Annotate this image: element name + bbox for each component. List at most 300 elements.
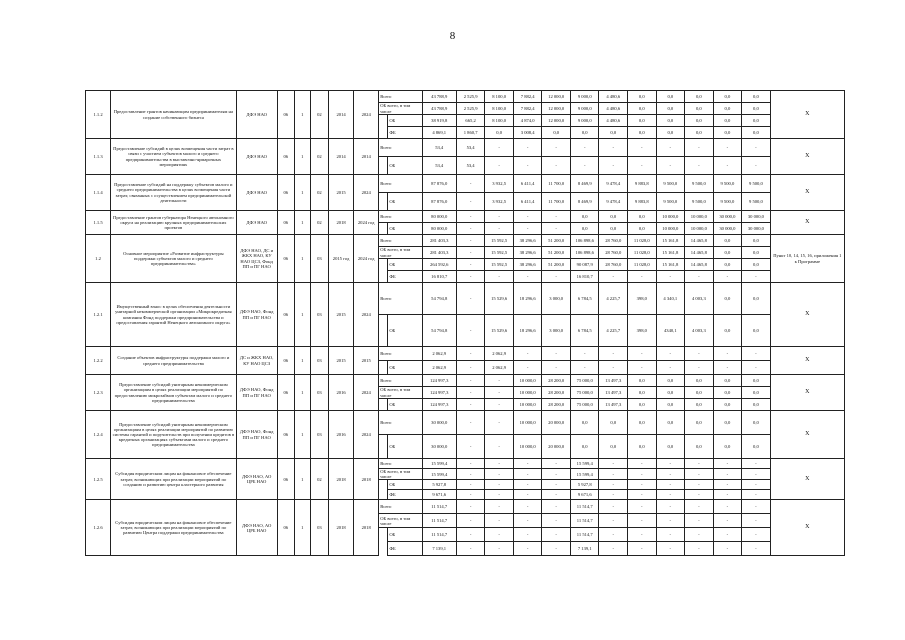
year-amount: - [542,361,571,375]
year-amount: 0,0 [599,127,628,139]
year-amount: 30 000,0 [742,223,771,235]
year-amount: 4 003,3 [685,283,714,315]
funding-source-label: ОБ [388,157,422,175]
year-amount: 0,0 [628,127,657,139]
year-amount: - [542,490,571,500]
year-amount: - [485,500,514,514]
total-amount: 87 876,0 [422,193,456,211]
period-start: 2018 [329,211,354,235]
year-amount: 0,0 [628,387,657,399]
funding-source-label: ОБ [388,528,422,542]
measure-name: Предоставление субсидий на поддержку субъектов малого и среднего предпринимательства в целях возмещения части затрат, связанных с осуществлением предпринимательской деятельности [111,175,237,211]
year-amount: 0,0 [685,399,714,411]
year-amount: - [656,271,685,283]
year-amount: - [513,480,542,490]
year-amount: 6 411,4 [513,175,542,193]
measure-number: 1.1.2 [86,91,111,139]
year-amount: - [485,469,514,480]
year-amount: 0,0 [628,411,657,435]
measure-executor: ДФЭ НАО [236,211,277,235]
year-amount: - [713,157,742,175]
year-amount: - [570,347,599,361]
year-amount: 53,4 [456,157,485,175]
year-amount: 14 465,8 [685,259,714,271]
year-amount: 8 469,9 [570,175,599,193]
year-amount: 28 760,0 [599,259,628,271]
year-amount: 0,0 [685,435,714,459]
year-amount: - [742,500,771,514]
period-end: 2024 [354,283,379,347]
year-amount: - [570,361,599,375]
year-amount: - [713,347,742,361]
year-amount: - [456,459,485,469]
year-amount: 0,0 [713,91,742,103]
year-amount: 4 480,6 [599,91,628,103]
year-amount: 38 296,6 [513,235,542,247]
code-program: 06 [277,375,294,411]
year-amount: - [513,271,542,283]
year-amount: 13 497,3 [599,375,628,387]
year-amount: 15 529,6 [485,283,514,315]
year-amount: 11 028,0 [628,235,657,247]
year-amount: 15 592,5 [485,259,514,271]
period-start: 2015 [329,347,354,375]
year-amount: - [713,528,742,542]
year-amount: 16 810,7 [570,271,599,283]
year-amount: 0,0 [685,91,714,103]
measure-name: Предоставление грантов губернатора Ненецкого автономного округа на реализацию крупных предпринимательских проектов [111,211,237,235]
year-amount: - [656,139,685,157]
year-amount: 0,0 [628,399,657,411]
year-amount: - [742,361,771,375]
code-program: 06 [277,411,294,459]
total-amount: 80 000,0 [422,223,456,235]
year-amount: - [685,480,714,490]
year-amount: - [456,411,485,435]
year-amount: 0,0 [570,223,599,235]
year-amount: 9 478,4 [599,193,628,211]
year-amount: - [685,528,714,542]
code-subprogram: 1 [294,500,310,556]
code-measure: 03 [310,347,328,375]
year-amount: - [542,469,571,480]
period-start: 2014 [329,139,354,175]
year-amount: 11 700,0 [542,193,571,211]
year-amount: 0,0 [656,387,685,399]
table-row [86,235,845,247]
year-amount: - [513,361,542,375]
measure-number: 1.1.4 [86,175,111,211]
period-end: 2024 [354,375,379,411]
year-amount: - [742,157,771,175]
label-indent [379,361,388,375]
label-indent [379,193,388,211]
year-amount: - [456,247,485,259]
year-amount: - [485,411,514,435]
year-amount: - [513,139,542,157]
year-amount: - [628,500,657,514]
code-subprogram: 1 [294,91,310,139]
year-amount: - [456,271,485,283]
year-amount: 0,0 [713,399,742,411]
measure-note: X [770,211,844,235]
label-indent [379,115,388,127]
year-amount: - [456,500,485,514]
year-amount: 106 898,6 [570,247,599,259]
year-amount: 13 497,3 [599,387,628,399]
year-amount: - [513,459,542,469]
funding-source-label: Всего [379,175,422,193]
year-amount: - [456,542,485,556]
year-amount: 0,0 [570,411,599,435]
code-subprogram: 1 [294,375,310,411]
funding-source-label: ОБ [388,115,422,127]
year-amount: 9 500,0 [742,175,771,193]
year-amount: - [542,157,571,175]
year-amount: 9 500,0 [656,193,685,211]
year-amount: - [599,469,628,480]
year-amount: - [599,361,628,375]
year-amount: 10 000,0 [513,411,542,435]
measure-number: 1.2.1 [86,283,111,347]
year-amount: - [599,528,628,542]
year-amount: 0,0 [685,411,714,435]
year-amount: - [513,469,542,480]
year-amount: - [485,271,514,283]
code-measure: 03 [310,375,328,411]
year-amount: - [513,157,542,175]
funding-source-label: ФБ [388,542,422,556]
total-amount: 16 810,7 [422,271,456,283]
year-amount: - [713,500,742,514]
year-amount: - [628,490,657,500]
measure-note: Пункт 10, 14, 15, 16, приложения 1 к Программе [770,235,844,283]
year-amount: 0,0 [742,387,771,399]
year-amount: 9 500,0 [742,193,771,211]
year-amount: 0,0 [599,411,628,435]
year-amount: 11 028,0 [628,247,657,259]
total-amount: 281 403,3 [422,247,456,259]
year-amount: 4 225,7 [599,283,628,315]
year-amount: - [628,542,657,556]
total-amount: 281 403,3 [422,235,456,247]
year-amount: 20 000,0 [542,435,571,459]
year-amount: - [485,223,514,235]
year-amount: - [685,361,714,375]
code-program: 06 [277,91,294,139]
year-amount: 398,0 [628,315,657,347]
year-amount: - [456,259,485,271]
year-amount: - [713,139,742,157]
year-amount: 28 200,0 [542,399,571,411]
year-amount: 8 100,0 [485,103,514,115]
year-amount: - [485,375,514,387]
code-program: 06 [277,139,294,175]
year-amount: 0,0 [628,91,657,103]
year-amount: 2 062,9 [485,361,514,375]
year-amount: - [656,490,685,500]
funding-source-label: Всего [379,235,422,247]
code-program: 06 [277,459,294,500]
year-amount: 4 480,6 [599,115,628,127]
year-amount: - [485,459,514,469]
year-amount: - [485,387,514,399]
measure-number: 1.1.5 [86,211,111,235]
year-amount: 51 200,0 [542,259,571,271]
total-amount: 43 788,9 [422,91,456,103]
period-start: 2014 [329,91,354,139]
code-measure: 03 [310,235,328,283]
period-end: 2018 [354,500,379,556]
year-amount: 9 500,0 [656,175,685,193]
total-amount: 87 876,0 [422,175,456,193]
year-amount: - [742,542,771,556]
year-amount: 9 500,0 [685,175,714,193]
code-subprogram: 1 [294,175,310,211]
year-amount: 18 296,6 [513,283,542,315]
year-amount: 14 465,8 [685,235,714,247]
year-amount: 11 514,7 [570,500,599,514]
funding-source-label: Всего [379,347,422,361]
funding-source-label: ОБ всего, в том числе [379,247,422,259]
page-number: 8 [449,30,456,42]
year-amount: 20 000,0 [542,411,571,435]
year-amount: 0,0 [599,211,628,223]
year-amount: 53,4 [456,139,485,157]
table-body [86,91,845,556]
year-amount: 0,0 [628,435,657,459]
label-indent [379,271,388,283]
year-amount: 4 874,0 [513,115,542,127]
year-amount: 0,0 [742,315,771,347]
year-amount: 11 514,7 [570,528,599,542]
year-amount: - [628,347,657,361]
year-amount: - [485,139,514,157]
total-amount: 2 062,9 [422,347,456,361]
year-amount: - [628,528,657,542]
year-amount: 15 161,8 [656,259,685,271]
year-amount: 0,0 [742,283,771,315]
funding-source-label: Всего [379,283,422,315]
year-amount: 5 927,8 [570,480,599,490]
year-amount: - [599,480,628,490]
funding-source-label: ОБ всего, в том числе [379,387,422,399]
year-amount: 9 000,0 [570,115,599,127]
total-amount: 11 514,7 [422,528,456,542]
year-amount: - [656,361,685,375]
code-subprogram: 1 [294,459,310,500]
year-amount: 12 000,0 [542,115,571,127]
year-amount: 75 000,0 [570,387,599,399]
year-amount: - [456,175,485,193]
code-program: 06 [277,347,294,375]
funding-source-label: ФБ [388,127,422,139]
year-amount: 28 760,0 [599,235,628,247]
year-amount: - [456,347,485,361]
year-amount: 10 000,0 [656,211,685,223]
year-amount: - [599,542,628,556]
year-amount: 0,0 [713,375,742,387]
year-amount: - [742,271,771,283]
year-amount: - [485,542,514,556]
year-amount: - [685,490,714,500]
year-amount: 11 514,7 [570,514,599,528]
year-amount: - [513,542,542,556]
total-amount: 264 592,6 [422,259,456,271]
year-amount: - [656,459,685,469]
year-amount: - [628,361,657,375]
year-amount: - [456,480,485,490]
funding-source-label: ОБ всего, в том числе [379,103,422,115]
year-amount: 0,0 [685,103,714,115]
year-amount: 9 000,0 [570,103,599,115]
year-amount: 7 139,1 [570,542,599,556]
year-amount: - [456,399,485,411]
year-amount: 0,0 [713,435,742,459]
year-amount: 0,0 [742,435,771,459]
period-end: 2024 год [354,235,379,283]
year-amount: 9 000,0 [570,91,599,103]
funding-source-label: ОБ [388,435,422,459]
year-amount: - [485,399,514,411]
year-amount: 7 882,4 [513,103,542,115]
code-measure: 03 [310,411,328,459]
year-amount: 30 000,0 [713,223,742,235]
year-amount: - [628,157,657,175]
year-amount: - [599,157,628,175]
code-measure: 03 [310,500,328,556]
year-amount: 9 671,6 [570,490,599,500]
year-amount: - [742,490,771,500]
measure-executor: ДФЭ НАО, АО ЦРБ НАО [236,500,277,556]
year-amount: 398,0 [628,283,657,315]
table-row [86,375,845,387]
year-amount: - [656,500,685,514]
year-amount: 0,0 [713,411,742,435]
funding-source-label: ОБ [388,480,422,490]
year-amount: - [485,435,514,459]
code-measure: 02 [310,459,328,500]
measure-number: 1.2.3 [86,375,111,411]
total-amount: 54 794,8 [422,315,456,347]
total-amount: 54 794,8 [422,283,456,315]
year-amount: 9 500,0 [713,193,742,211]
year-amount: 9 500,0 [713,175,742,193]
year-amount: - [599,500,628,514]
year-amount: - [456,361,485,375]
measure-executor: ДФЭ НАО [236,139,277,175]
funding-source-label: Всего [379,411,422,435]
year-amount: 0,0 [656,375,685,387]
code-subprogram: 1 [294,235,310,283]
year-amount: 0,0 [570,435,599,459]
year-amount: - [513,211,542,223]
year-amount: - [456,490,485,500]
year-amount: 8 100,0 [485,115,514,127]
year-amount: 0,0 [713,247,742,259]
program-measures-table [85,90,845,556]
year-amount: 0,0 [485,127,514,139]
measure-name: Основное мероприятие «Развитие инфраструктуры поддержки субъектов малого и среднего предпринимательства» [111,235,237,283]
funding-source-label: Всего [379,375,422,387]
year-amount: - [456,528,485,542]
year-amount: 4 340,1 [656,283,685,315]
label-indent [379,490,388,500]
year-amount: 0,0 [570,211,599,223]
year-amount: 10 000,0 [685,211,714,223]
label-indent [379,127,388,139]
year-amount: 0,0 [628,223,657,235]
year-amount: 0,0 [685,115,714,127]
year-amount: 28 760,0 [599,247,628,259]
period-start: 2016 [329,411,354,459]
year-amount: 0,0 [656,91,685,103]
total-amount: 53,4 [422,157,456,175]
year-amount: 0,0 [713,387,742,399]
code-program: 06 [277,235,294,283]
funding-source-label: Всего [379,459,422,469]
year-amount: - [456,211,485,223]
year-amount: 15 599,4 [570,469,599,480]
funding-source-label: ОБ [388,259,422,271]
year-amount: - [656,528,685,542]
period-end: 2024 [354,175,379,211]
year-amount: 0,0 [713,283,742,315]
year-amount: 0,0 [742,127,771,139]
year-amount: - [456,223,485,235]
year-amount: 12 000,0 [542,91,571,103]
year-amount: - [742,139,771,157]
year-amount: - [685,459,714,469]
year-amount: 38 296,6 [513,259,542,271]
funding-source-label: ОБ [388,193,422,211]
year-amount: 0,0 [742,247,771,259]
year-amount: - [456,193,485,211]
code-subprogram: 1 [294,347,310,375]
measure-note: X [770,500,844,556]
measure-name: Предоставление субсидий унитарным некоммерческим организациям в целях реализации мероприятий по развитию системы гарантий и поручительств при получении кредитов в кредитных организациях субъектами малого и среднего предпринимательства [111,411,237,459]
year-amount: - [456,514,485,528]
year-amount: - [685,139,714,157]
year-amount: - [713,480,742,490]
period-end: 2024 год [354,211,379,235]
label-indent [379,480,388,490]
year-amount: - [742,514,771,528]
year-amount: - [713,271,742,283]
year-amount: 0,0 [713,235,742,247]
table-row [86,459,845,469]
year-amount: - [742,528,771,542]
year-amount: - [713,490,742,500]
year-amount: - [456,283,485,315]
total-amount: 124 997,3 [422,387,456,399]
year-amount: - [542,459,571,469]
label-indent [379,399,388,411]
total-amount: 5 927,8 [422,480,456,490]
year-amount: 15 592,5 [485,247,514,259]
year-amount: 106 898,6 [570,235,599,247]
funding-source-label: ОБ [388,399,422,411]
code-subprogram: 1 [294,139,310,175]
table-row [86,211,845,223]
year-amount: - [542,514,571,528]
year-amount: 4340,1 [656,315,685,347]
year-amount: 18 296,6 [513,315,542,347]
year-amount: - [456,435,485,459]
year-amount: 3 932,5 [485,175,514,193]
year-amount: 14 465,8 [685,247,714,259]
year-amount: - [599,139,628,157]
